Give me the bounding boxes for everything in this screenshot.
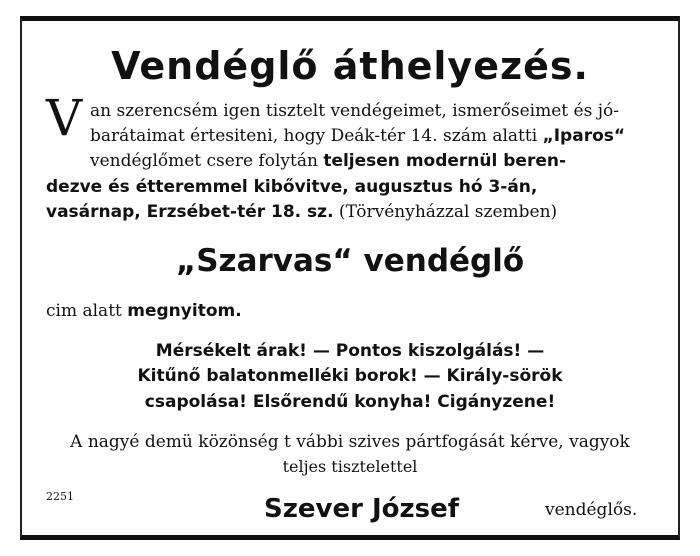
feature-line-2: Kitűnő balatonmelléki borok! — Király-sörök (137, 366, 563, 386)
ad-title: Vendéglő áthelyezés. (111, 44, 589, 88)
drop-cap: V (46, 89, 83, 147)
intro-line-3 (90, 151, 566, 171)
intro-line-3-bold: teljesen modernül beren- (323, 151, 567, 171)
intro-line-3-text: vendéglőmet csere folytán (90, 151, 324, 171)
opening-line (46, 301, 242, 321)
intro-line-1-text: an szerencsém igen tisztelt vendégeimet, ismerőseimet és jó- (90, 101, 619, 121)
feature-line-3: csapolása! Elsőrendű konyha! Cigányzene! (144, 392, 556, 412)
restaurant-name: „Szarvas“ vendéglő (175, 243, 525, 279)
signature-name: Szever József (264, 494, 460, 524)
intro-line-1 (90, 101, 619, 121)
closing-line-2: teljes tisztelettel (282, 457, 418, 476)
address-note: (Törvényházzal szemben) (333, 202, 558, 222)
intro-line-2-text: barátaimat értesiteni, hogy Deák-tér 14. szám alatti (90, 126, 543, 146)
ad-number: 2251 (46, 490, 74, 503)
intro-line-4: dezve és étteremmel kibővitve, augusztus hó 3-án, (46, 177, 538, 197)
intro-line-5 (46, 202, 557, 222)
signature-role: vendéglős. (545, 500, 638, 520)
opening-prefix: cim alatt (46, 301, 128, 321)
former-restaurant-name: „Iparos“ (542, 126, 626, 146)
opening-bold: megnyitom. (127, 301, 242, 321)
intro-line-2 (90, 126, 625, 146)
closing-line-1: A nagyé demü közönség t vábbi szives pártfogását kérve, vagyok (70, 432, 630, 452)
feature-line-1: Mérsékelt árak! — Pontos kiszolgálás! — (155, 341, 545, 361)
new-address: vasárnap, Erzsébet-tér 18. sz. (46, 202, 334, 222)
